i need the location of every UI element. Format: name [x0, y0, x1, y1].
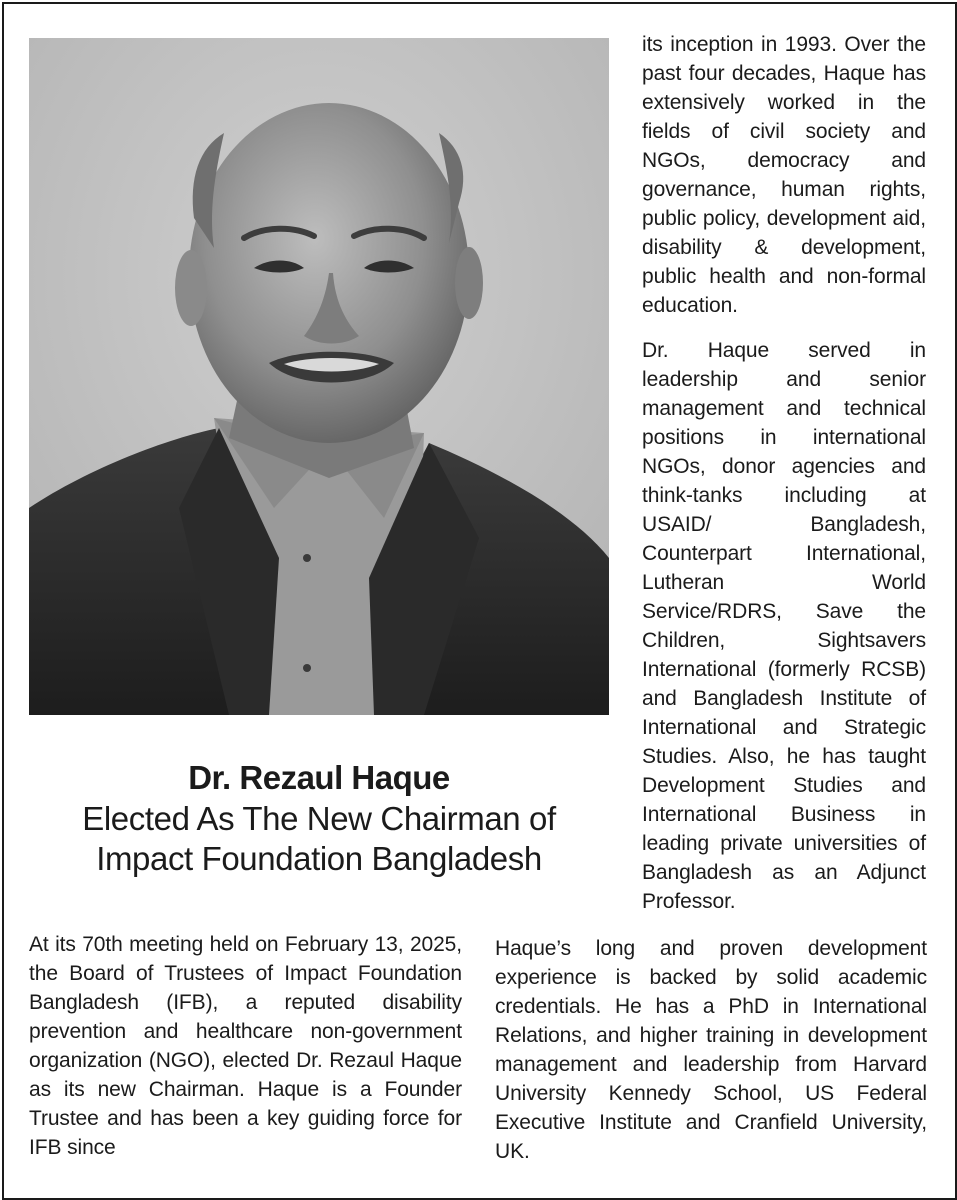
person-name: Dr. Rezaul Haque — [188, 759, 450, 796]
body-paragraph: Dr. Haque served in leadership and senior management and technical positions in international NGOs, donor agencies and think-tanks including at USAID/ Bangladesh, Counterpart International, Lutheran World Service/RDRS, Save the Children, Sightsavers International (formerly RCSB) and Bangladesh Institute of International and Strategic Studies. Also, he has taught Development Studies and International Business in leading private universities of Bangladesh as an Adjunct Professor. — [642, 339, 926, 913]
portrait-photo — [29, 38, 609, 715]
headline-block — [29, 757, 609, 879]
right-column — [642, 30, 926, 932]
bottom-left-column — [29, 930, 462, 1162]
body-paragraph: its inception in 1993. Over the past four decades, Haque has extensively worked in the fields of civil society and NGOs, democracy and governance, human rights, public policy, development aid, disability & development, public health and non-formal education. — [642, 33, 926, 317]
headline-line-1: Elected As The New Chairman of — [82, 800, 556, 837]
bottom-right-column — [495, 934, 927, 1166]
headline-line-2: Impact Foundation Bangladesh — [96, 840, 542, 877]
portrait-illustration — [29, 38, 609, 715]
body-paragraph: Haque’s long and proven development experience is backed by solid academic credentials. He has a PhD in International Relations, and higher training in development management and leadership from Harvard University Kennedy School, US Federal Executive Institute and Cranfield University, UK. — [495, 937, 927, 1163]
body-paragraph: At its 70th meeting held on February 13, 2025, the Board of Trustees of Impact Foundation Bangladesh (IFB), a reputed disability prevention and healthcare non-government organization (NGO), elected Dr. Rezaul Haque as its new Chairman. Haque is a Founder Trustee and has been a key guiding force for IFB since — [29, 933, 462, 1159]
